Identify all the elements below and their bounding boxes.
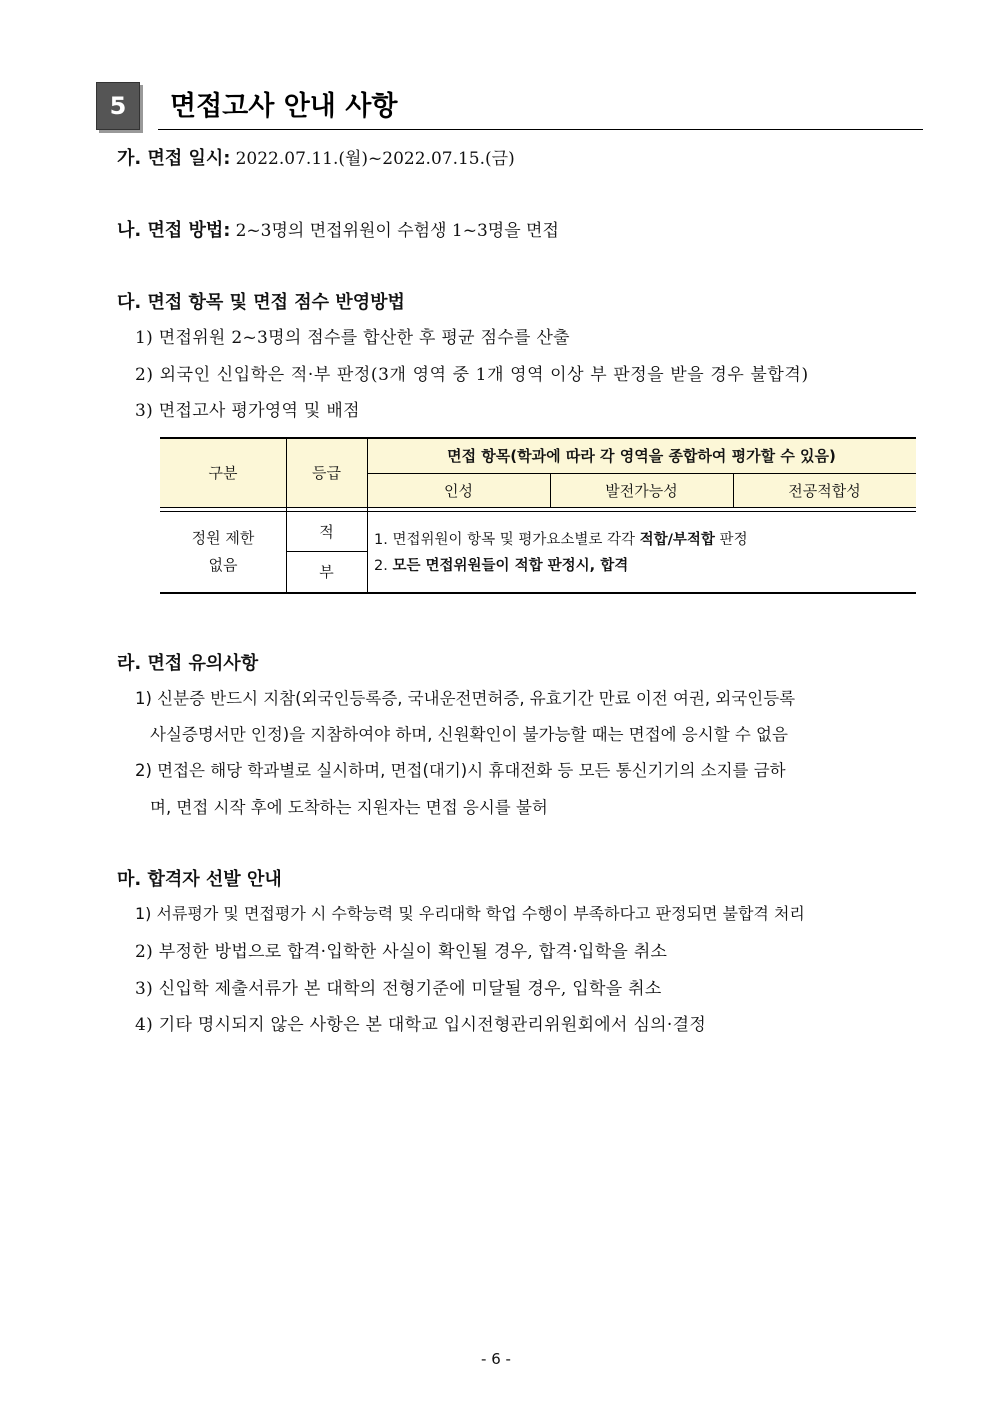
- table-desc-1-suffix: 판정: [714, 532, 748, 548]
- page-number: - 6 -: [481, 1350, 511, 1368]
- precautions-heading: 라. 면접 유의사항: [117, 653, 259, 674]
- section-number-badge: 5: [96, 82, 140, 130]
- table-desc-2-prefix: 2.: [374, 558, 393, 574]
- precautions-item-1-cont: 사실증명서만 인정)을 지참하여야 하며, 신원확인이 불가능할 때는 면접에 응시할 수 없음: [150, 725, 788, 744]
- row-label: [160, 511, 286, 592]
- precautions-item-1: 1) 신분증 반드시 지참(외국인등록증, 국내운전면허증, 유효기간 만료 이전 여권, 외국인등록: [135, 689, 796, 708]
- selection-item-2: 2) 부정한 방법으로 합격·입학한 사실이 확인될 경우, 합격·입학을 취소: [135, 942, 668, 962]
- header-interview-items: 면접 항목(학과에 따라 각 영역을 종합하여 평가할 수 있음): [447, 446, 836, 465]
- table-desc-1-prefix: 1. 면접위원이 항목 및 평가요소별로 각각: [374, 532, 640, 548]
- selection-item-1: 1) 서류평가 및 면접평가 시 수학능력 및 우리대학 학업 수행이 부족하다고 판정되면 불합격 처리: [135, 904, 805, 923]
- selection-item-3: 3) 신입학 제출서류가 본 대학의 전형기준에 미달될 경우, 입학을 취소: [135, 979, 662, 999]
- table-desc-1-bold: 적합/부적합: [639, 532, 715, 548]
- header-personality: 인성: [444, 481, 473, 500]
- interview-method-label: 나. 면접 방법:: [117, 220, 231, 241]
- table-desc-2: [374, 554, 628, 575]
- grade-pass: 적: [319, 522, 334, 541]
- row-label-line-2: 없음: [208, 555, 238, 574]
- interview-method-row: [117, 216, 559, 242]
- scoring-item-3: 3) 면접고사 평가영역 및 배점: [135, 401, 360, 421]
- interview-date-label: 가. 면접 일시:: [117, 148, 231, 169]
- section-title: 면접고사 안내 사항: [170, 91, 398, 122]
- interview-date-value: 2022.07.11.(월)~2022.07.15.(금): [235, 149, 515, 169]
- scoring-item-1: 1) 면접위원 2~3명의 점수를 합산한 후 평균 점수를 산출: [135, 328, 570, 348]
- header-grade: 등급: [312, 463, 341, 482]
- evaluation-table: [160, 437, 916, 594]
- selection-heading: 마. 합격자 선발 안내: [117, 869, 282, 890]
- header-gubun: 구분: [208, 463, 238, 482]
- header-potential: 발전가능성: [605, 481, 678, 500]
- grade-fail: 부: [319, 563, 334, 581]
- interview-date-row: [117, 144, 515, 170]
- table-desc-1: [374, 528, 748, 549]
- selection-item-4: 4) 기타 명시되지 않은 사항은 본 대학교 입시전형관리위원회에서 심의·결정: [135, 1015, 707, 1035]
- precautions-item-2: 2) 면접은 해당 학과별로 실시하며, 면접(대기)시 휴대전화 등 모든 통신기기의 소지를 금하: [135, 761, 786, 780]
- scoring-heading: 다. 면접 항목 및 면접 점수 반영방법: [117, 292, 405, 313]
- section-title-rule: [158, 129, 923, 130]
- table-header-bottom-rule: [160, 507, 916, 508]
- header-major-fit: 전공적합성: [788, 481, 861, 500]
- table-desc-2-bold: 모든 면접위원들이 적합 판정시, 합격: [392, 558, 629, 574]
- precautions-item-2-cont: 며, 면접 시작 후에 도착하는 지원자는 면접 응시를 불허: [150, 798, 548, 817]
- table-bottom-border: [160, 592, 916, 594]
- interview-method-value: 2~3명의 면접위원이 수험생 1~3명을 면접: [235, 221, 559, 241]
- scoring-item-2: 2) 외국인 신입학은 적·부 판정(3개 영역 중 1개 영역 이상 부 판정을 받을 경우 불합격): [135, 365, 809, 385]
- row-label-line-1: 정원 제한: [191, 528, 255, 547]
